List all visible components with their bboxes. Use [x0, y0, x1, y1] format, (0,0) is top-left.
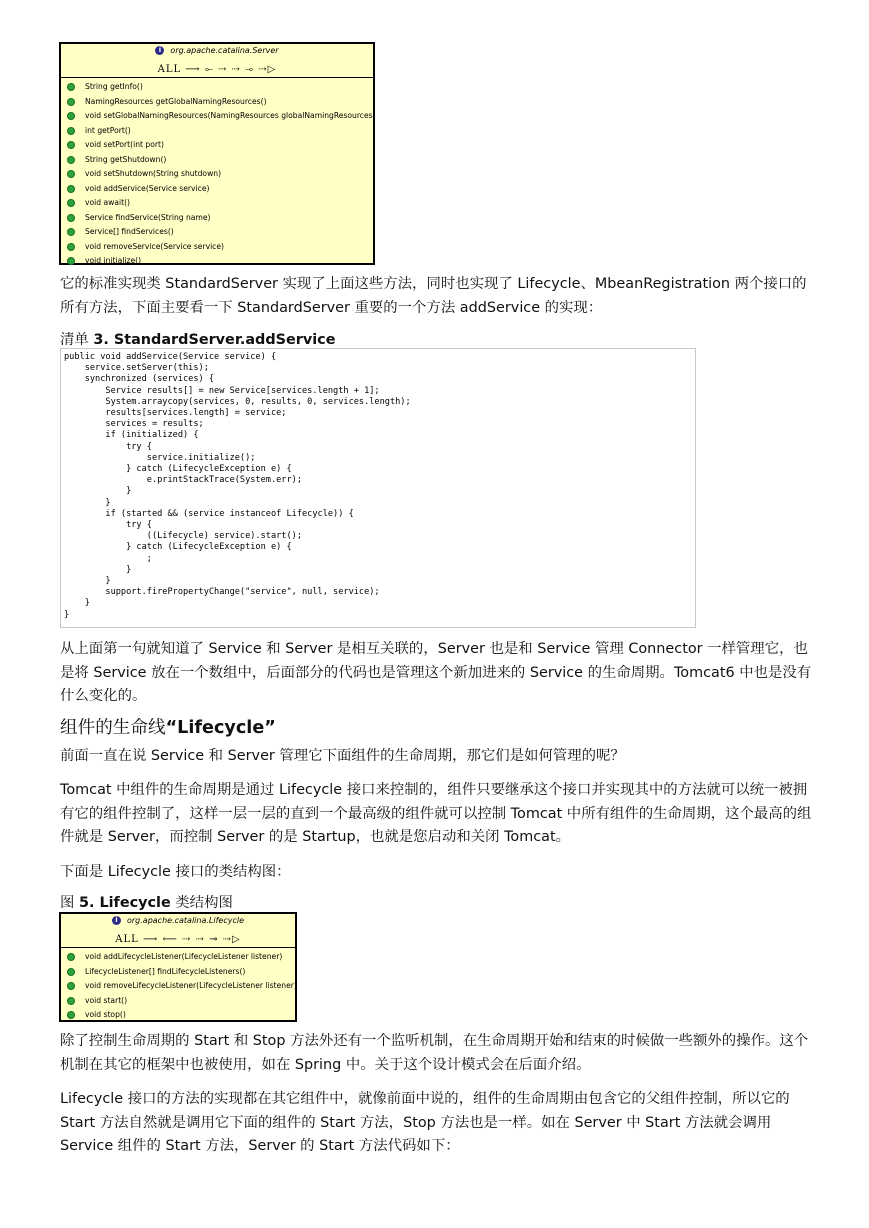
public-method-icon: [67, 982, 75, 990]
method-signature: void setGlobalNamingResources(NamingResources globalNamingResources): [85, 111, 376, 120]
method-item: [61, 167, 373, 182]
method-signature: void removeService(Service service): [85, 241, 224, 251]
method-signature: void stop(): [85, 1010, 126, 1019]
lifecycle-diagram-title: org.apache.catalina.Lifecycle: [126, 916, 244, 925]
lifecycle-diagram-header: [61, 914, 295, 948]
public-method-icon: [67, 185, 75, 193]
public-method-icon: [67, 83, 75, 91]
method-signature: void start(): [85, 995, 128, 1005]
method-item: [61, 196, 373, 211]
method-signature: NamingResources getGlobalNamingResources(): [85, 96, 267, 106]
server-diagram-header: [61, 44, 373, 78]
paragraph-intro-standardserver: 它的标准实现类 StandardServer 实现了上面这些方法，同时也实现了 Lifecycle、MbeanRegistration 两个接口的所有方法，下面主要看一下 StandardServer 重要的一个方法 addService 的实现：: [60, 276, 807, 316]
info-icon: i: [155, 46, 164, 55]
lifecycle-class-diagram: [59, 912, 297, 1022]
method-signature: Service findService(String name): [85, 212, 211, 222]
method-item: [61, 124, 373, 139]
section-heading-lifecycle: 组件的生命线“Lifecycle”: [60, 718, 276, 738]
public-method-icon: [67, 228, 75, 236]
public-method-icon: [67, 257, 75, 265]
method-item: [61, 240, 373, 255]
paragraph-class-structure: 下面是 Lifecycle 接口的类结构图：: [60, 864, 291, 880]
method-signature: void addService(Service service): [85, 183, 210, 193]
method-signature: void setPort(int port): [85, 140, 164, 149]
method-item: [61, 182, 373, 197]
method-item: [61, 950, 295, 965]
public-method-icon: [67, 98, 75, 106]
public-method-icon: [67, 1011, 75, 1019]
method-item: [61, 109, 376, 124]
method-signature: LifecycleListener[] findLifecycleListeners(): [85, 966, 246, 976]
method-signature: void initialize(): [85, 256, 142, 265]
method-signature: String getInfo(): [85, 82, 143, 91]
method-signature: String getShutdown(): [85, 154, 167, 164]
public-method-icon: [67, 170, 75, 178]
method-item: [61, 965, 295, 980]
method-item: [61, 80, 373, 95]
lifecycle-method-list: [61, 948, 295, 1023]
paragraph-question: 前面一直在说 Service 和 Server 管理它下面组件的生命周期，那它们是如何管理的呢？: [60, 748, 625, 764]
paragraph-listener-mechanism: 除了控制生命周期的 Start 和 Stop 方法外还有一个监听机制，在生命周期开始和结束的时候做一些额外的操作。这个机制在其它的框架中也被使用，如在 Spring 中。关于这个设计模式会在后面介绍。: [60, 1033, 809, 1073]
info-icon: i: [112, 916, 121, 925]
paragraph-start-method: Lifecycle 接口的方法的实现都在其它组件中，就像前面中说的，组件的生命周期由包含它的父组件控制，所以它的 Start 方法自然就是调用它下面的组件的 Start 方法，Stop 方法也是一样。如在 Server 中 Start 方法就会调用 Service 组件的 Start 方法，Server 的 Start 方法代码如下：: [60, 1091, 790, 1154]
code-block: public void addService(Service service) { service.setServer(this); synchronized (services) { Service results[] = new Service[services.length + 1]; System.arraycopy(services, 0, results, 0, services.length); results[services.length] = service; services = results; if (initialized) { try { service.initialize(); } catch (LifecycleException e) { e.printStackTrace(System.err); } } if (started && (service instanceof Lifecycle)) { try { ((Lifecycle) service).start(); } catch (LifecycleException e) { ; } } support.firePropertyChange("service", null, service); } }: [64, 352, 411, 620]
method-signature: void addLifecycleListener(LifecycleListener listener): [85, 952, 283, 961]
paragraph-service-server: 从上面第一句就知道了 Service 和 Server 是相互关联的，Server 也是和 Service 管理 Connector 一样管理它，也是将 Service 放在一个数组中，后面部分的代码也是管理这个新加进来的 Service 的生命周期。Tomcat6 中也是没有什么变化的。: [60, 641, 812, 704]
method-signature: int getPort(): [85, 125, 131, 135]
method-signature: void removeLifecycleListener(LifecycleListener listener): [85, 981, 297, 990]
server-class-diagram: [59, 42, 375, 265]
method-item: [61, 211, 373, 226]
paragraph-lifecycle-control: Tomcat 中组件的生命周期是通过 Lifecycle 接口来控制的，组件只要继承这个接口并实现其中的方法就可以统一被拥有它的组件控制了，这样一层一层的直到一个最高级的组件就可以控制 Tomcat 中所有组件的生命周期，这个最高的组件就是 Server，而控制 Server 的是 Startup，也就是您启动和关闭 Tomcat。: [60, 782, 812, 845]
public-method-icon: [67, 127, 75, 135]
public-method-icon: [67, 243, 75, 251]
public-method-icon: [67, 997, 75, 1005]
method-item: [61, 153, 373, 168]
public-method-icon: [67, 214, 75, 222]
lifecycle-diagram-filter: ALL ⟶ ⟵ ⇢ ⇢ ⊸ ⇢▷: [115, 934, 241, 945]
method-signature: void setShutdown(String shutdown): [85, 169, 222, 178]
method-item: [61, 95, 373, 110]
public-method-icon: [67, 953, 75, 961]
public-method-icon: [67, 156, 75, 164]
method-item: [61, 979, 295, 994]
method-item: [61, 994, 295, 1009]
server-diagram-filter: ALL ⟶ ⟜ ⇢ ⇢ ⊸ ⇢▷: [157, 64, 277, 75]
figure-5-caption: 图 5. Lifecycle 类结构图: [60, 895, 233, 911]
public-method-icon: [67, 968, 75, 976]
method-item: [61, 225, 373, 240]
method-signature: void await(): [85, 198, 131, 207]
method-signature: Service[] findServices(): [85, 227, 174, 236]
public-method-icon: [67, 141, 75, 149]
listing-3-caption: 清单 3. StandardServer.addService: [60, 332, 336, 348]
public-method-icon: [67, 199, 75, 207]
method-item: [61, 1008, 295, 1023]
method-item: [61, 254, 373, 269]
server-diagram-title: org.apache.catalina.Server: [170, 46, 279, 55]
code-listing-addservice: [60, 348, 696, 628]
public-method-icon: [67, 112, 75, 120]
method-item: [61, 138, 373, 153]
server-method-list: [61, 78, 376, 269]
